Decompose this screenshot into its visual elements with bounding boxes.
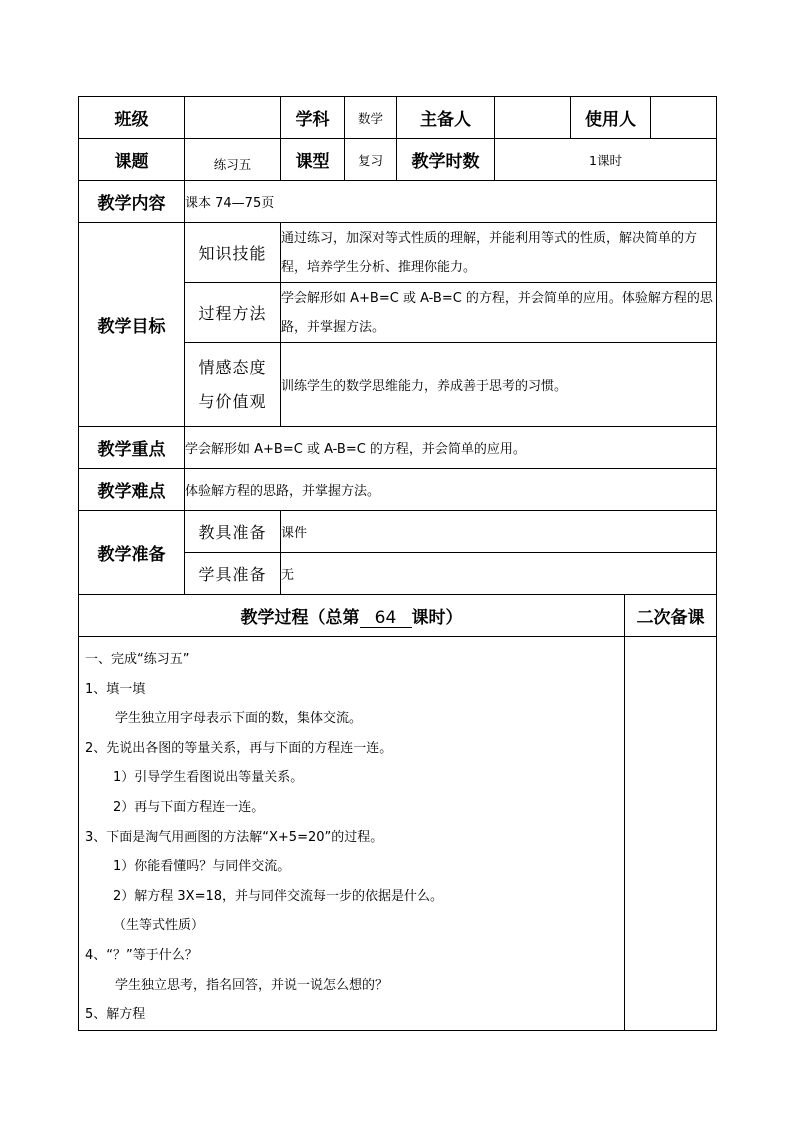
lesson-plan-table [78,96,717,1031]
process-line: 4、“？”等于什么？ [85,947,198,963]
process-line: 学生独立用字母表示下面的数，集体交流。 [115,711,363,727]
teacher-prep-value: 课件 [281,511,717,553]
preparer-value [495,97,571,139]
process-line: 2）再与下面方程连一连。 [113,799,265,815]
process-line: 2、先说出各图的等量关系，再与下面的方程连一连。 [85,740,393,756]
process-line: 5、解方程 [85,1007,146,1023]
knowledge-label: 知识技能 [185,223,281,283]
knowledge-text: 通过练习，加深对等式性质的理解，并能利用等式的性质，解决简单的方程，培养学生分析、推理你能力。 [281,223,717,283]
teacher-prep-label: 教具准备 [185,511,281,553]
content-value: 课本 74—75页 [185,181,717,223]
user-label: 使用人 [571,97,651,139]
class-label: 班级 [79,97,185,139]
difficulty-value: 体验解方程的思路，并掌握方法。 [185,469,717,511]
subject-value: 数学 [345,97,397,139]
process-line: 1）引导学生看图说出等量关系。 [113,770,304,786]
process-title [79,595,625,637]
second-prep-body [625,637,717,1031]
process-body [79,637,625,1031]
process-method-text: 学会解形如 A+B=C 或 A-B=C 的方程，并会简单的应用。体验解方程的思路，并掌握方法。 [281,283,717,343]
process-line: 1）你能看懂吗？与同伴交流。 [113,859,291,875]
difficulty-label: 教学难点 [79,469,185,511]
key-point-label: 教学重点 [79,427,185,469]
emotion-label-line-1: 情感态度 [198,357,267,377]
hours-value: 1课时 [495,139,717,181]
type-label: 课型 [281,139,345,181]
type-value: 复习 [345,139,397,181]
preparation-label: 教学准备 [79,511,185,595]
process-line: 学生独立思考，指名回答，并说一说怎么想的？ [115,977,389,993]
hours-label: 教学时数 [397,139,495,181]
process-line: 3、下面是淘气用画图的方法解“X+5=20”的过程。 [85,829,384,845]
second-prep-label: 二次备课 [625,595,717,637]
goals-label: 教学目标 [79,223,185,427]
emotion-label [185,343,281,427]
topic-value: 练习五 [185,139,281,181]
key-point-value: 学会解形如 A+B=C 或 A-B=C 的方程，并会简单的应用。 [185,427,717,469]
student-prep-label: 学具准备 [185,553,281,595]
emotion-label-line-2: 与价值观 [198,391,267,411]
lesson-plan-sheet [78,96,716,1031]
process-title-number: 64 [360,609,412,628]
process-line: 一、完成“练习五” [85,652,190,667]
content-label: 教学内容 [79,181,185,223]
topic-label: 课题 [79,139,185,181]
process-method-label: 过程方法 [185,283,281,343]
student-prep-value: 无 [281,553,717,595]
user-value [651,97,717,139]
process-title-prefix: 教学过程（总第 [240,608,360,628]
preparer-label: 主备人 [397,97,495,139]
process-line: 2）解方程 3X=18，并与同伴交流每一步的依据是什么。 [113,888,444,904]
process-line: （生等式性质） [113,918,205,934]
process-title-suffix: 课时） [411,608,463,628]
class-value [185,97,281,139]
subject-label: 学科 [281,97,345,139]
emotion-text: 训练学生的数学思维能力，养成善于思考的习惯。 [281,343,717,427]
process-line: 1、填一填 [85,681,146,697]
